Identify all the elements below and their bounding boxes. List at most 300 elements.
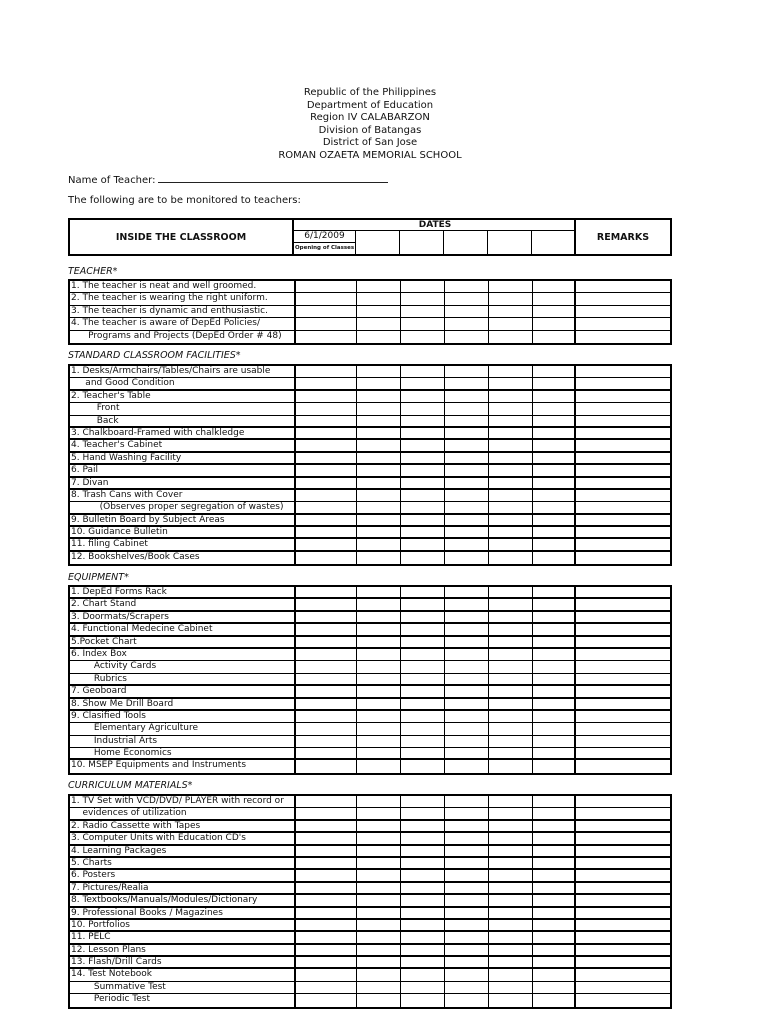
date-cell[interactable] (356, 883, 357, 893)
teacher-name-field[interactable] (158, 172, 388, 183)
date-cell[interactable] (400, 428, 401, 438)
date-cell[interactable] (488, 318, 489, 329)
date-cell[interactable] (294, 723, 296, 734)
date-cell[interactable] (356, 908, 357, 918)
date-cell[interactable] (400, 870, 401, 880)
date-cell[interactable] (400, 612, 401, 622)
date-cell[interactable] (444, 527, 445, 537)
date-cell[interactable] (444, 699, 445, 709)
remarks-cell[interactable] (574, 428, 576, 438)
remarks-cell[interactable] (574, 858, 576, 868)
date-cell[interactable] (356, 736, 357, 747)
date-cell[interactable] (444, 599, 445, 609)
date-cell[interactable] (488, 465, 489, 475)
date-cell[interactable] (356, 465, 357, 475)
date-cell[interactable] (444, 760, 445, 772)
date-cell[interactable] (488, 661, 489, 672)
date-cell[interactable] (356, 833, 357, 843)
date-cell[interactable] (294, 945, 296, 955)
date-cell[interactable] (488, 674, 489, 684)
date-cell[interactable] (294, 587, 296, 597)
date-cell[interactable] (294, 870, 296, 880)
date-cell[interactable] (488, 982, 489, 993)
date-cell[interactable] (444, 969, 445, 980)
date-cell[interactable] (532, 674, 533, 684)
remarks-cell[interactable] (574, 490, 576, 501)
date-cell[interactable] (488, 527, 489, 537)
date-cell[interactable] (294, 465, 296, 475)
date-cell[interactable] (294, 908, 296, 918)
date-cell[interactable] (294, 982, 296, 993)
date-cell[interactable] (400, 539, 401, 549)
date-cell[interactable] (444, 748, 445, 758)
date-cell[interactable] (356, 490, 357, 501)
date-cell[interactable] (532, 281, 533, 292)
date-cell[interactable] (356, 515, 357, 525)
date-column-5[interactable] (488, 231, 532, 254)
date-cell[interactable] (294, 331, 296, 343)
date-cell[interactable] (294, 318, 296, 329)
date-cell[interactable] (532, 331, 533, 343)
date-cell[interactable] (356, 281, 357, 292)
remarks-cell[interactable] (574, 932, 576, 942)
remarks-cell[interactable] (574, 723, 576, 734)
date-cell[interactable] (356, 539, 357, 549)
date-cell[interactable] (444, 870, 445, 880)
date-cell[interactable] (356, 440, 357, 450)
date-cell[interactable] (356, 306, 357, 317)
date-cell[interactable] (532, 661, 533, 672)
date-cell[interactable] (400, 833, 401, 843)
date-cell[interactable] (488, 908, 489, 918)
remarks-cell[interactable] (574, 649, 576, 660)
date-cell[interactable] (294, 453, 296, 463)
date-cell[interactable] (488, 699, 489, 709)
date-cell[interactable] (488, 587, 489, 597)
date-cell[interactable] (488, 502, 489, 512)
date-cell[interactable] (400, 416, 401, 426)
date-cell[interactable] (356, 932, 357, 942)
date-cell[interactable] (400, 711, 401, 722)
remarks-cell[interactable] (574, 686, 576, 696)
date-cell[interactable] (444, 539, 445, 549)
date-cell[interactable] (532, 858, 533, 868)
date-cell[interactable] (532, 932, 533, 942)
date-cell[interactable] (356, 293, 357, 304)
date-cell[interactable] (532, 624, 533, 634)
date-cell[interactable] (532, 945, 533, 955)
date-cell[interactable] (356, 428, 357, 438)
date-cell[interactable] (488, 612, 489, 622)
date-cell[interactable] (488, 478, 489, 488)
date-cell[interactable] (488, 624, 489, 634)
date-cell[interactable] (356, 723, 357, 734)
date-cell[interactable] (444, 686, 445, 696)
date-cell[interactable] (356, 821, 357, 831)
date-cell[interactable] (294, 711, 296, 722)
date-cell[interactable] (532, 539, 533, 549)
date-cell[interactable] (488, 932, 489, 942)
date-cell[interactable] (532, 920, 533, 930)
date-cell[interactable] (532, 490, 533, 501)
date-cell[interactable] (532, 502, 533, 512)
date-cell[interactable] (400, 723, 401, 734)
date-cell[interactable] (444, 920, 445, 930)
date-cell[interactable] (444, 808, 445, 818)
date-cell[interactable] (400, 378, 401, 388)
date-cell[interactable] (532, 293, 533, 304)
date-cell[interactable] (444, 440, 445, 450)
remarks-cell[interactable] (574, 994, 576, 1006)
date-column-1[interactable] (294, 231, 356, 254)
date-cell[interactable] (488, 416, 489, 426)
remarks-cell[interactable] (574, 502, 576, 512)
date-cell[interactable] (444, 293, 445, 304)
date-cell[interactable] (532, 711, 533, 722)
date-cell[interactable] (356, 969, 357, 980)
date-cell[interactable] (294, 920, 296, 930)
remarks-cell[interactable] (574, 331, 576, 343)
date-cell[interactable] (488, 552, 489, 564)
date-cell[interactable] (294, 932, 296, 942)
date-cell[interactable] (400, 440, 401, 450)
date-cell[interactable] (294, 637, 296, 647)
date-cell[interactable] (488, 895, 489, 905)
date-cell[interactable] (488, 366, 489, 377)
date-cell[interactable] (294, 699, 296, 709)
remarks-cell[interactable] (574, 403, 576, 414)
date-cell[interactable] (356, 699, 357, 709)
date-cell[interactable] (400, 599, 401, 609)
date-cell[interactable] (400, 957, 401, 967)
date-cell[interactable] (356, 982, 357, 993)
date-cell[interactable] (356, 957, 357, 967)
date-cell[interactable] (488, 969, 489, 980)
date-cell[interactable] (532, 391, 533, 402)
date-cell[interactable] (532, 808, 533, 818)
remarks-cell[interactable] (574, 808, 576, 818)
date-cell[interactable] (444, 515, 445, 525)
date-cell[interactable] (356, 920, 357, 930)
remarks-cell[interactable] (574, 821, 576, 831)
date-cell[interactable] (444, 502, 445, 512)
date-cell[interactable] (444, 403, 445, 414)
date-cell[interactable] (488, 490, 489, 501)
date-cell[interactable] (356, 748, 357, 758)
date-cell[interactable] (488, 306, 489, 317)
date-cell[interactable] (294, 808, 296, 818)
date-cell[interactable] (488, 723, 489, 734)
date-cell[interactable] (444, 908, 445, 918)
remarks-cell[interactable] (574, 870, 576, 880)
date-cell[interactable] (356, 711, 357, 722)
date-cell[interactable] (532, 846, 533, 856)
date-cell[interactable] (400, 661, 401, 672)
date-cell[interactable] (400, 736, 401, 747)
date-cell[interactable] (356, 552, 357, 564)
date-cell[interactable] (444, 846, 445, 856)
date-cell[interactable] (444, 821, 445, 831)
date-cell[interactable] (488, 331, 489, 343)
date-cell[interactable] (444, 428, 445, 438)
date-cell[interactable] (400, 502, 401, 512)
date-cell[interactable] (294, 527, 296, 537)
date-cell[interactable] (400, 858, 401, 868)
date-cell[interactable] (356, 478, 357, 488)
date-cell[interactable] (532, 612, 533, 622)
remarks-cell[interactable] (574, 478, 576, 488)
date-cell[interactable] (488, 293, 489, 304)
date-cell[interactable] (488, 686, 489, 696)
date-cell[interactable] (294, 649, 296, 660)
date-cell[interactable] (532, 699, 533, 709)
date-cell[interactable] (356, 858, 357, 868)
date-cell[interactable] (488, 870, 489, 880)
date-cell[interactable] (356, 318, 357, 329)
date-cell[interactable] (532, 587, 533, 597)
date-cell[interactable] (400, 945, 401, 955)
date-cell[interactable] (294, 858, 296, 868)
remarks-cell[interactable] (574, 982, 576, 993)
date-cell[interactable] (444, 637, 445, 647)
date-cell[interactable] (488, 428, 489, 438)
remarks-cell[interactable] (574, 969, 576, 980)
date-cell[interactable] (444, 858, 445, 868)
remarks-cell[interactable] (574, 587, 576, 597)
date-cell[interactable] (532, 686, 533, 696)
date-cell[interactable] (488, 846, 489, 856)
date-cell[interactable] (532, 895, 533, 905)
date-cell[interactable] (400, 969, 401, 980)
date-cell[interactable] (356, 599, 357, 609)
remarks-cell[interactable] (574, 465, 576, 475)
remarks-cell[interactable] (574, 539, 576, 549)
date-cell[interactable] (444, 281, 445, 292)
date-cell[interactable] (400, 846, 401, 856)
remarks-cell[interactable] (574, 416, 576, 426)
date-cell[interactable] (532, 306, 533, 317)
date-cell[interactable] (444, 833, 445, 843)
date-cell[interactable] (532, 515, 533, 525)
remarks-cell[interactable] (574, 624, 576, 634)
date-cell[interactable] (444, 994, 445, 1006)
remarks-cell[interactable] (574, 453, 576, 463)
date-cell[interactable] (444, 883, 445, 893)
date-cell[interactable] (400, 982, 401, 993)
date-cell[interactable] (444, 612, 445, 622)
date-cell[interactable] (488, 711, 489, 722)
date-cell[interactable] (400, 748, 401, 758)
date-cell[interactable] (294, 846, 296, 856)
date-cell[interactable] (294, 440, 296, 450)
date-cell[interactable] (400, 366, 401, 377)
date-cell[interactable] (532, 870, 533, 880)
date-cell[interactable] (400, 490, 401, 501)
remarks-cell[interactable] (574, 796, 576, 807)
date-cell[interactable] (532, 748, 533, 758)
remarks-cell[interactable] (574, 945, 576, 955)
date-cell[interactable] (400, 318, 401, 329)
date-cell[interactable] (294, 391, 296, 402)
date-cell[interactable] (532, 478, 533, 488)
date-cell[interactable] (532, 403, 533, 414)
date-cell[interactable] (356, 453, 357, 463)
date-cell[interactable] (532, 994, 533, 1006)
date-cell[interactable] (294, 833, 296, 843)
remarks-cell[interactable] (574, 661, 576, 672)
date-cell[interactable] (532, 416, 533, 426)
date-cell[interactable] (294, 760, 296, 772)
remarks-cell[interactable] (574, 515, 576, 525)
date-cell[interactable] (444, 306, 445, 317)
date-cell[interactable] (444, 649, 445, 660)
date-cell[interactable] (532, 969, 533, 980)
remarks-cell[interactable] (574, 318, 576, 329)
date-cell[interactable] (444, 982, 445, 993)
date-cell[interactable] (400, 821, 401, 831)
date-cell[interactable] (294, 748, 296, 758)
date-cell[interactable] (294, 502, 296, 512)
date-cell[interactable] (294, 599, 296, 609)
date-cell[interactable] (400, 552, 401, 564)
date-cell[interactable] (294, 624, 296, 634)
date-cell[interactable] (488, 808, 489, 818)
date-cell[interactable] (444, 736, 445, 747)
date-cell[interactable] (488, 453, 489, 463)
date-cell[interactable] (444, 957, 445, 967)
remarks-cell[interactable] (574, 957, 576, 967)
remarks-cell[interactable] (574, 612, 576, 622)
date-cell[interactable] (444, 453, 445, 463)
date-cell[interactable] (356, 502, 357, 512)
date-cell[interactable] (294, 736, 296, 747)
date-cell[interactable] (294, 281, 296, 292)
date-cell[interactable] (400, 637, 401, 647)
remarks-cell[interactable] (574, 699, 576, 709)
date-cell[interactable] (294, 428, 296, 438)
date-cell[interactable] (400, 908, 401, 918)
date-cell[interactable] (400, 331, 401, 343)
date-cell[interactable] (532, 599, 533, 609)
date-cell[interactable] (294, 306, 296, 317)
date-cell[interactable] (532, 465, 533, 475)
date-cell[interactable] (294, 366, 296, 377)
date-cell[interactable] (400, 465, 401, 475)
date-cell[interactable] (488, 858, 489, 868)
date-cell[interactable] (294, 674, 296, 684)
date-cell[interactable] (294, 796, 296, 807)
date-cell[interactable] (356, 624, 357, 634)
date-cell[interactable] (532, 883, 533, 893)
date-cell[interactable] (532, 378, 533, 388)
date-cell[interactable] (444, 796, 445, 807)
date-cell[interactable] (444, 711, 445, 722)
date-cell[interactable] (356, 612, 357, 622)
date-cell[interactable] (488, 945, 489, 955)
date-column-3[interactable] (400, 231, 444, 254)
date-cell[interactable] (488, 637, 489, 647)
date-cell[interactable] (294, 821, 296, 831)
date-cell[interactable] (294, 490, 296, 501)
date-cell[interactable] (294, 416, 296, 426)
date-cell[interactable] (488, 599, 489, 609)
date-cell[interactable] (294, 478, 296, 488)
date-cell[interactable] (444, 945, 445, 955)
remarks-cell[interactable] (574, 366, 576, 377)
date-cell[interactable] (488, 515, 489, 525)
date-cell[interactable] (444, 674, 445, 684)
date-cell[interactable] (400, 920, 401, 930)
date-cell[interactable] (356, 637, 357, 647)
date-cell[interactable] (532, 760, 533, 772)
date-cell[interactable] (400, 994, 401, 1006)
date-cell[interactable] (488, 403, 489, 414)
remarks-cell[interactable] (574, 391, 576, 402)
date-cell[interactable] (400, 932, 401, 942)
date-cell[interactable] (488, 833, 489, 843)
date-cell[interactable] (488, 748, 489, 758)
date-cell[interactable] (444, 378, 445, 388)
date-cell[interactable] (400, 293, 401, 304)
date-cell[interactable] (488, 440, 489, 450)
date-cell[interactable] (444, 478, 445, 488)
date-cell[interactable] (400, 527, 401, 537)
date-cell[interactable] (488, 649, 489, 660)
date-cell[interactable] (444, 416, 445, 426)
date-cell[interactable] (356, 808, 357, 818)
date-cell[interactable] (532, 440, 533, 450)
date-cell[interactable] (488, 378, 489, 388)
date-cell[interactable] (444, 331, 445, 343)
remarks-cell[interactable] (574, 440, 576, 450)
date-cell[interactable] (356, 331, 357, 343)
date-cell[interactable] (356, 391, 357, 402)
date-cell[interactable] (444, 895, 445, 905)
date-cell[interactable] (356, 994, 357, 1006)
date-cell[interactable] (532, 637, 533, 647)
date-cell[interactable] (400, 883, 401, 893)
date-cell[interactable] (356, 649, 357, 660)
date-cell[interactable] (532, 796, 533, 807)
remarks-cell[interactable] (574, 895, 576, 905)
date-cell[interactable] (356, 661, 357, 672)
date-cell[interactable] (356, 587, 357, 597)
date-cell[interactable] (400, 649, 401, 660)
remarks-cell[interactable] (574, 908, 576, 918)
date-cell[interactable] (294, 957, 296, 967)
date-cell[interactable] (400, 453, 401, 463)
date-cell[interactable] (356, 760, 357, 772)
date-cell[interactable] (488, 760, 489, 772)
date-cell[interactable] (294, 969, 296, 980)
date-cell[interactable] (400, 403, 401, 414)
remarks-cell[interactable] (574, 736, 576, 747)
date-cell[interactable] (444, 932, 445, 942)
date-cell[interactable] (532, 428, 533, 438)
date-cell[interactable] (532, 821, 533, 831)
date-cell[interactable] (294, 552, 296, 564)
date-cell[interactable] (400, 391, 401, 402)
date-cell[interactable] (444, 723, 445, 734)
date-cell[interactable] (444, 490, 445, 501)
date-cell[interactable] (444, 661, 445, 672)
date-cell[interactable] (400, 686, 401, 696)
remarks-cell[interactable] (574, 293, 576, 304)
date-cell[interactable] (294, 686, 296, 696)
date-cell[interactable] (400, 515, 401, 525)
date-cell[interactable] (400, 478, 401, 488)
date-cell[interactable] (356, 796, 357, 807)
